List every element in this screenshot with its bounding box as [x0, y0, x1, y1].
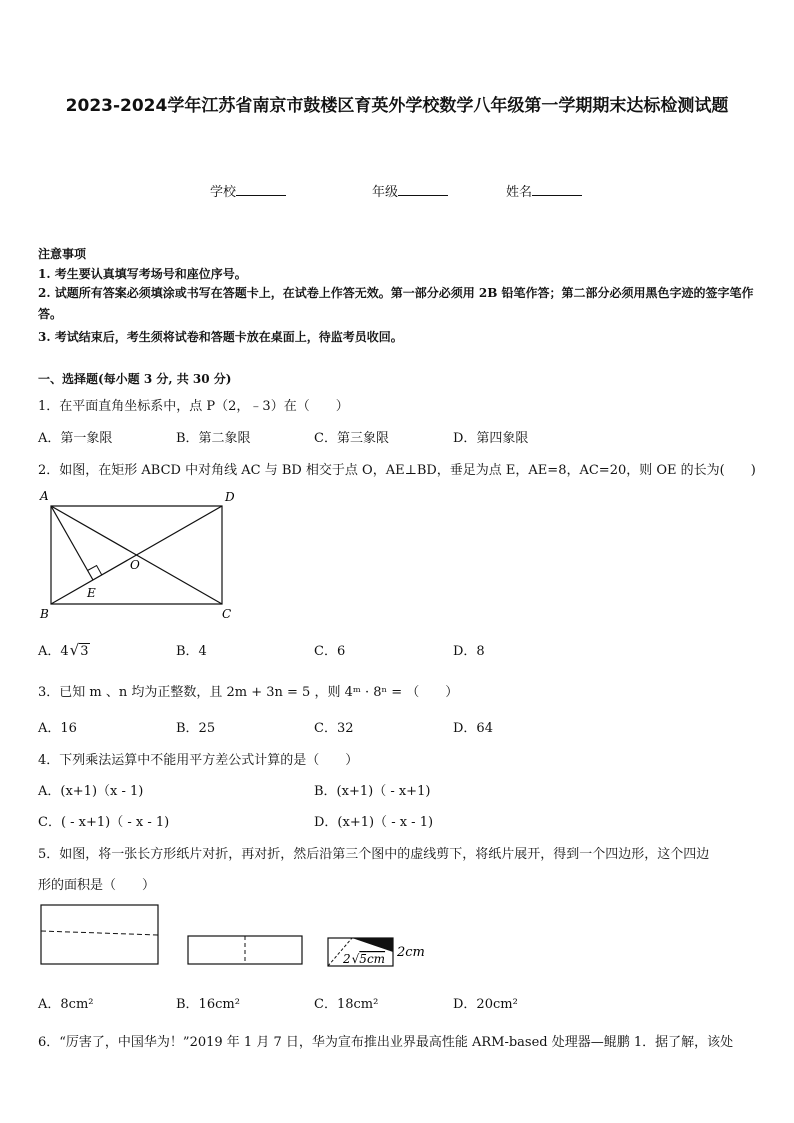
q5-option-b: B．16cm² [176, 997, 240, 1012]
q3-option-b: B．25 [176, 721, 216, 736]
q4-stem: 4．下列乘法运算中不能用平方差公式计算的是（ ） [38, 753, 359, 768]
q4-option-a: A．(x+1)（x - 1) [38, 784, 144, 799]
label-2sqrt5cm: 2√5cm [343, 952, 386, 966]
school-blank [236, 183, 286, 196]
label-d: D [225, 490, 235, 504]
q2-option-b: B．4 [176, 644, 207, 659]
label-c: C [222, 607, 232, 621]
q1-stem: 1．在平面直角坐标系中，点 P（2，﹣3）在（ ） [38, 399, 349, 414]
notice-item-2: 2. 试题所有答案必须填涂或书写在答题卡上，在试卷上作答无效。第一部分必须用 2B 铅笔作答；第二部分必须用黑色字迹的签字笔作答。 [38, 286, 754, 321]
label-2cm: 2cm [397, 945, 425, 960]
name-field [506, 181, 582, 200]
name-blank [532, 183, 582, 196]
grade-blank [398, 183, 448, 196]
q5-option-c: C．18cm² [314, 997, 379, 1012]
label-e: E [87, 586, 96, 600]
notice-item-3: 3. 考试结束后，考生须将试卷和答题卡放在桌面上，待监考员收回。 [38, 330, 403, 344]
q5-stem-line-2: 形的面积是（ ） [38, 878, 156, 893]
label-a: A [40, 489, 49, 503]
name-label: 姓名 [506, 185, 533, 200]
school-field [210, 181, 286, 200]
q2-option-d: D．8 [453, 644, 485, 659]
q5-stem-line-1: 5．如图，将一张长方形纸片对折，再对折，然后沿第三个图中的虚线剪下，将纸片展开，得到一个四边形，这个四边 [38, 847, 710, 862]
label-b: B [40, 607, 49, 621]
q4-option-b: B．(x+1)（ - x+1) [314, 784, 431, 799]
q3-option-a: A．16 [38, 721, 77, 736]
school-label: 学校 [210, 185, 237, 200]
notice-item-1: 1. 考生要认真填写考场号和座位序号。 [38, 267, 247, 281]
q4-option-c: C．( - x+1)（ - x - 1) [38, 815, 170, 830]
q2-option-c: C．6 [314, 644, 346, 659]
grade-label: 年级 [372, 185, 399, 200]
q1-option-a: A．第一象限 [38, 431, 113, 446]
page-title: 2023-2024学年江苏省南京市鼓楼区育英外学校数学八年级第一学期期末达标检测试题 [65, 96, 729, 116]
q2-option-a: A．4√3 [38, 641, 89, 659]
fold-line-1 [41, 931, 158, 935]
notice-heading: 注意事项 [38, 247, 87, 261]
section-heading: 一、选择题(每小题 3 分, 共 30 分) [38, 372, 232, 386]
q2-rectangle-figure [35, 487, 255, 627]
q3-option-c: C．32 [314, 721, 354, 736]
q1-option-c: C．第三象限 [314, 431, 389, 446]
segment-ae [51, 506, 93, 580]
label-o: O [130, 558, 140, 572]
q2-stem: 2．如图，在矩形 ABCD 中对角线 AC 与 BD 相交于点 O，AE⊥BD，垂足为点 E，AE=8，AC=20，则 OE 的长为( ) [38, 463, 756, 478]
cut-triangle [352, 938, 393, 952]
q5-option-a: A．8cm² [38, 997, 94, 1012]
q1-option-b: B．第二象限 [176, 431, 251, 446]
q3-option-d: D．64 [453, 721, 493, 736]
q1-option-d: D．第四象限 [453, 431, 529, 446]
q3-stem: 3．已知 m 、n 均为正整数，且 2m + 3n = 5 ，则 4ᵐ · 8ⁿ = （ ） [38, 685, 459, 700]
q6-stem: 6．“厉害了，中国华为！”2019 年 1 月 7 日，华为宣布推出业界最高性能 ARM-based 处理器—鲲鹏 1．据了解，该处 [38, 1035, 734, 1050]
q4-option-d: D．(x+1)（ - x - 1) [314, 815, 434, 830]
grade-field [372, 181, 448, 200]
q5-option-d: D．20cm² [453, 997, 518, 1012]
q5-paper-fold-figure [38, 900, 478, 970]
